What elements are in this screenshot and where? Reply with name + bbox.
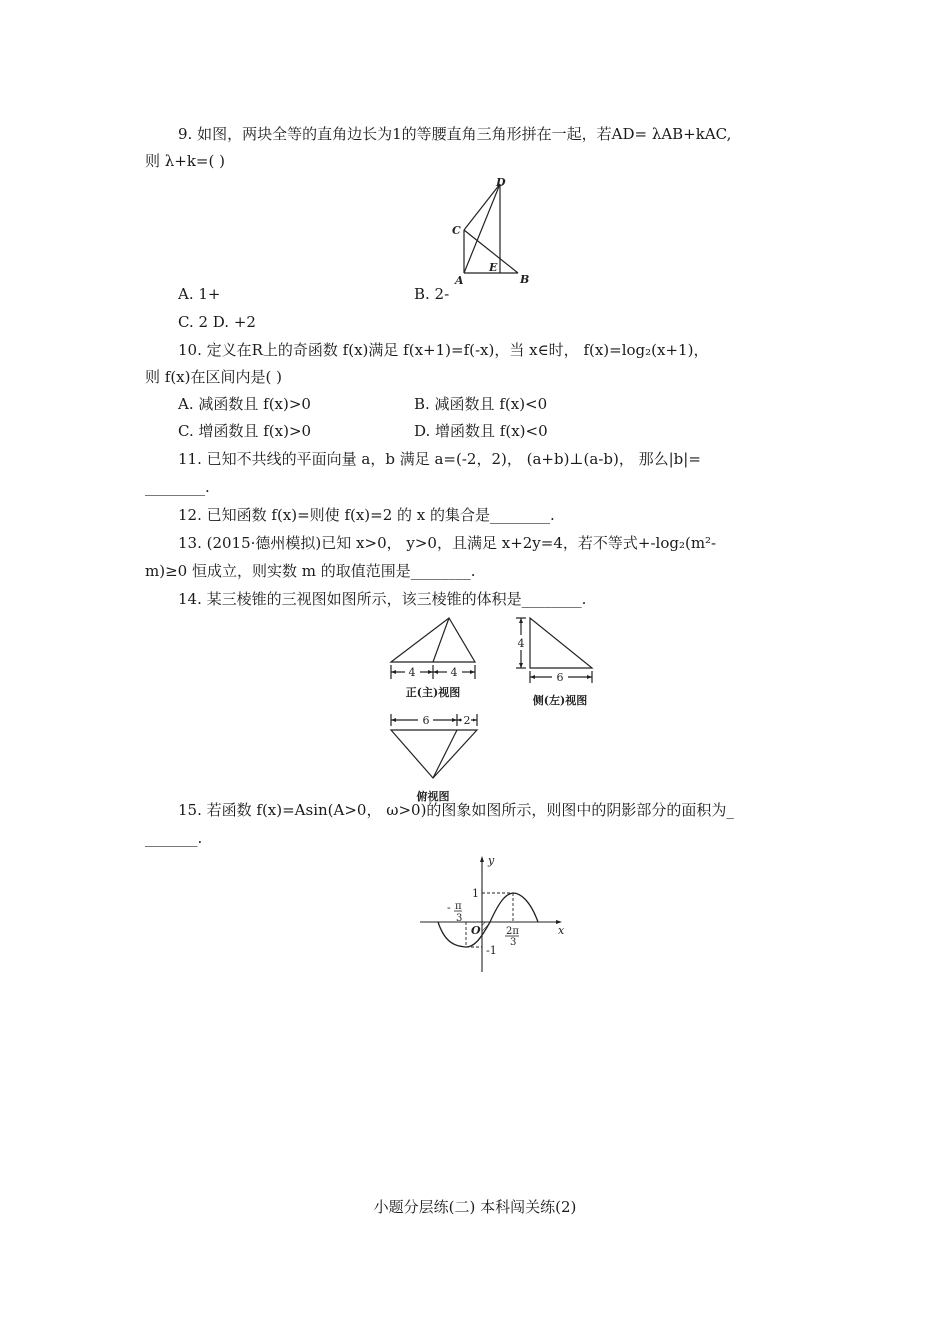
q15-y-pos-label: 1	[472, 887, 479, 900]
q15-line2: _______.	[145, 829, 203, 847]
q15-x-axis-label: x	[558, 924, 565, 937]
q15-y-axis-label: y	[488, 854, 495, 867]
q9-line1: 9. 如图，两块全等的直角边长为1的等腰直角三角形拼在一起，若AD= λAB+kAC,	[178, 125, 732, 143]
page-footer: 小题分层练(二) 本科闯关练(2)	[373, 1198, 577, 1216]
q9-option-cd: C. 2 D. +2	[178, 313, 256, 331]
q15-x-neg-denominator: 3	[456, 913, 463, 924]
q9-line2: 则 λ+k=( )	[145, 152, 225, 170]
q15-x-pos-numerator: 2π	[506, 926, 519, 937]
q9-option-a: A. 1+	[178, 285, 221, 303]
q14-front-label: 正(主)视图	[405, 686, 461, 699]
q13-line1: 13. (2015·德州模拟)已知 x>0， y>0，且满足 x+2y=4，若不等式+-log₂(m²-	[178, 534, 717, 552]
q14-side-view	[510, 612, 600, 712]
q9-option-b: B. 2-	[414, 285, 450, 303]
q11-line1: 11. 已知不共线的平面向量 a，b 满足 a=(-2，2)， (a+b)⊥(a-b)， 那么|b|=	[178, 450, 701, 468]
q15-x-pos-denominator: 3	[510, 937, 517, 948]
q15-x-neg-sign: -	[447, 901, 451, 914]
q14-top-label: 俯视图	[416, 790, 450, 803]
q11-line2: ________.	[145, 478, 210, 496]
q14-side-label: 侧(左)视图	[532, 694, 588, 707]
q9-label-a: A	[455, 274, 464, 287]
q15-line1: 15. 若函数 f(x)=Asin(A>0， ω>0)的图象如图所示，则图中的阴影部分的面积为_	[178, 801, 734, 819]
q9-label-b: B	[520, 273, 530, 286]
q15-y-neg-label: -1	[486, 944, 497, 957]
q10-line1: 10. 定义在R上的奇函数 f(x)满足 f(x+1)=f(-x)，当 x∈时， f(x)=log₂(x+1)，	[178, 341, 709, 359]
q15-origin-label: O	[471, 924, 481, 937]
q10-option-d: D. 增函数且 f(x)<0	[414, 422, 548, 440]
q10-option-a: A. 减函数且 f(x)>0	[178, 395, 311, 413]
q9-label-d: D	[496, 176, 506, 189]
q9-label-c: C	[452, 224, 461, 237]
q14-front-dim-left: 4	[408, 666, 416, 679]
q13-line2: m)≥0 恒成立，则实数 m 的取值范围是________.	[145, 562, 476, 580]
q15-sine-graph	[410, 850, 580, 978]
q9-triangle-figure	[440, 170, 540, 290]
q14-front-dim-right: 4	[450, 666, 458, 679]
q10-option-c: C. 增函数且 f(x)>0	[178, 422, 312, 440]
q15-x-neg-numerator: π	[455, 901, 462, 912]
q12-line1: 12. 已知函数 f(x)=则使 f(x)=2 的 x 的集合是________.	[178, 506, 555, 524]
q14-front-view	[385, 612, 485, 704]
q14-side-dim-h: 6	[556, 671, 564, 684]
q14-top-dim-left: 6	[422, 714, 430, 727]
q14-side-dim-v: 4	[517, 637, 525, 650]
q10-line2: 则 f(x)在区间内是( )	[145, 368, 282, 386]
q14-line1: 14. 某三棱锥的三视图如图所示，该三棱锥的体积是________.	[178, 590, 587, 608]
q9-label-e: E	[489, 261, 498, 274]
q14-top-dim-right: 2	[463, 714, 471, 727]
q10-option-b: B. 减函数且 f(x)<0	[414, 395, 548, 413]
